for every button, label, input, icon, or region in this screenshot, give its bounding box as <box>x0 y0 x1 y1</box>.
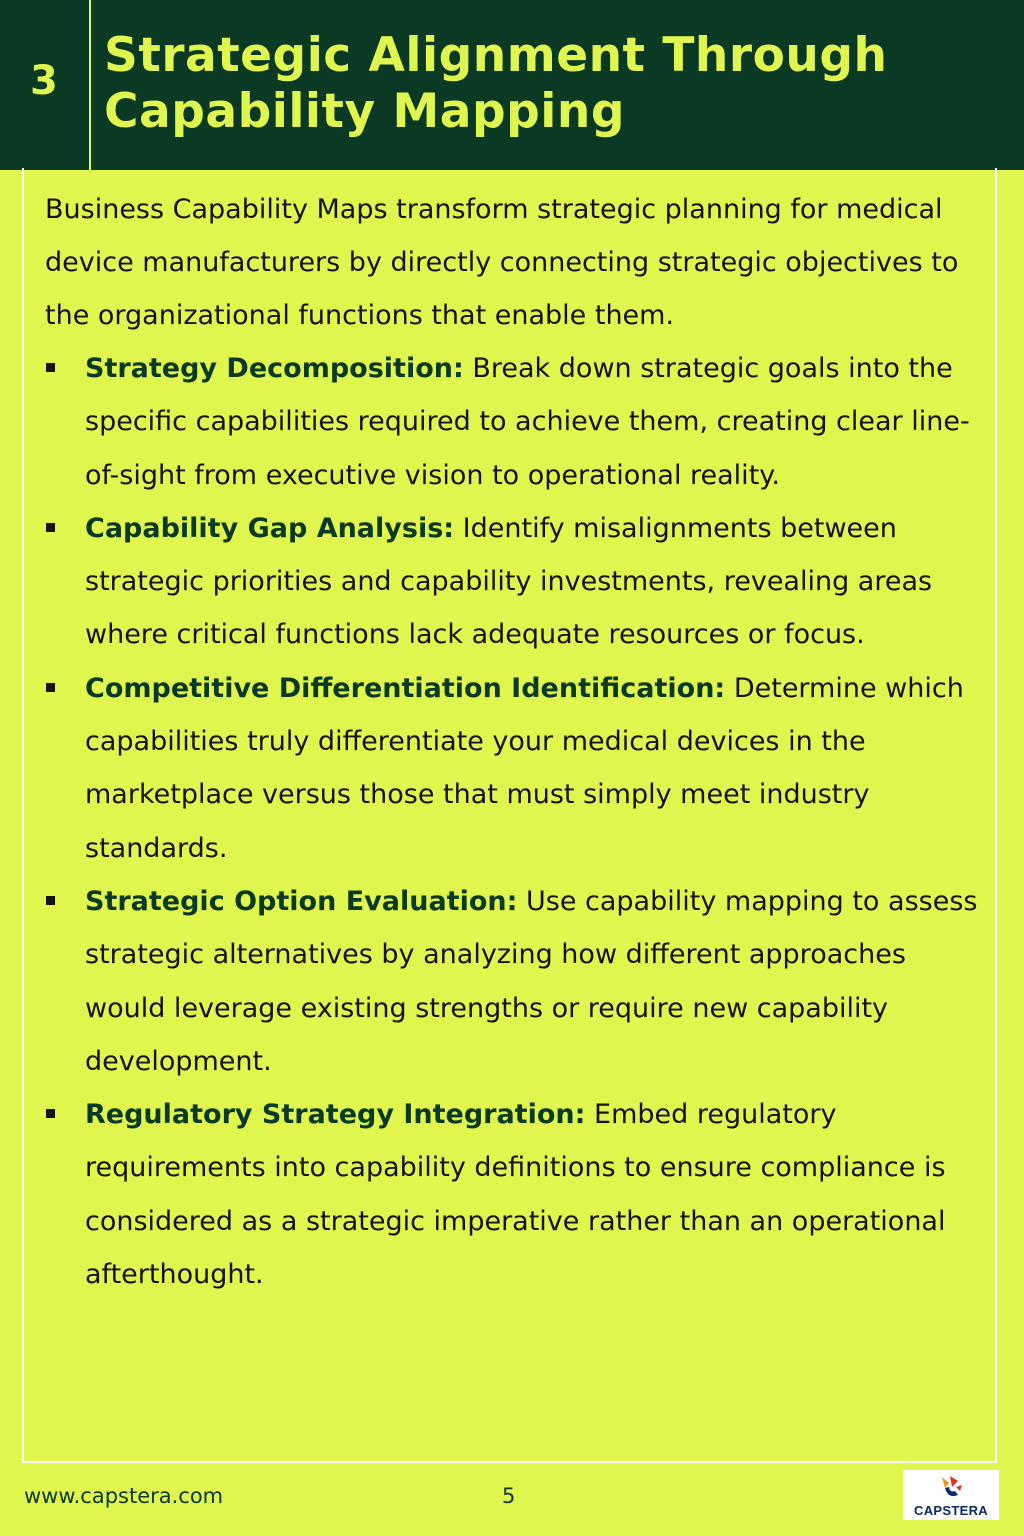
bullet-text: Identify misalignments between strategic priorities and capability investments, revealing areas where critical functions lack adequate resources or focus. <box>85 512 933 651</box>
title-line-2: Capability Mapping <box>104 84 625 139</box>
page-title <box>104 28 887 140</box>
footer-website-link[interactable]: www.capstera.com <box>24 1484 224 1508</box>
bullet-term: Competitive Differentiation Identification: <box>85 672 726 704</box>
square-bullet-icon <box>46 896 55 905</box>
bullet-term: Regulatory Strategy Integration: <box>85 1099 586 1131</box>
page-number: 5 <box>502 1484 516 1508</box>
section-number: 3 <box>30 58 58 104</box>
bullet-text: Break down strategic goals into the specific capabilities required to achieve them, creating clear line-of-sight from executive vision to operational reality. <box>85 353 970 491</box>
bullet-term: Strategic Option Evaluation: <box>85 885 518 917</box>
bullet-item-strategy-decomposition <box>45 342 980 502</box>
title-line-1: Strategic Alignment Through <box>104 28 888 83</box>
square-bullet-icon <box>46 523 55 532</box>
bullet-text: Use capability mapping to assess strategic alternatives by analyzing how different approaches would leverage existing strengths or require new capability development. <box>85 885 978 1077</box>
bullet-item-competitive-differentiation <box>45 662 980 875</box>
logo-text: CAPSTERA <box>914 1503 988 1518</box>
bullet-item-strategic-option-evaluation <box>45 875 980 1088</box>
bullet-list <box>45 342 980 1301</box>
capstera-logo-icon <box>936 1473 966 1503</box>
bullet-item-capability-gap-analysis <box>45 502 980 662</box>
square-bullet-icon <box>46 1109 55 1118</box>
bullet-term: Strategy Decomposition: <box>85 353 464 384</box>
bullet-text: Determine which capabilities truly differentiate your medical devices in the marketplace versus those that must simply meet industry standards. <box>85 672 964 864</box>
page-header <box>0 0 1024 170</box>
intro-paragraph: Business Capability Maps transform strategic planning for medical device manufacturers by directly connecting strategic objectives to the organizational functions that enable them. <box>45 194 959 331</box>
bullet-term: Capability Gap Analysis: <box>85 512 455 544</box>
square-bullet-icon <box>46 683 55 692</box>
bullet-text: Embed regulatory requirements into capability definitions to ensure compliance is considered as a strategic imperative rather than an operational afterthought. <box>85 1099 946 1291</box>
bullet-item-regulatory-strategy-integration <box>45 1088 980 1301</box>
square-bullet-icon <box>46 363 55 372</box>
capstera-logo <box>903 1470 999 1520</box>
header-divider <box>89 0 91 170</box>
